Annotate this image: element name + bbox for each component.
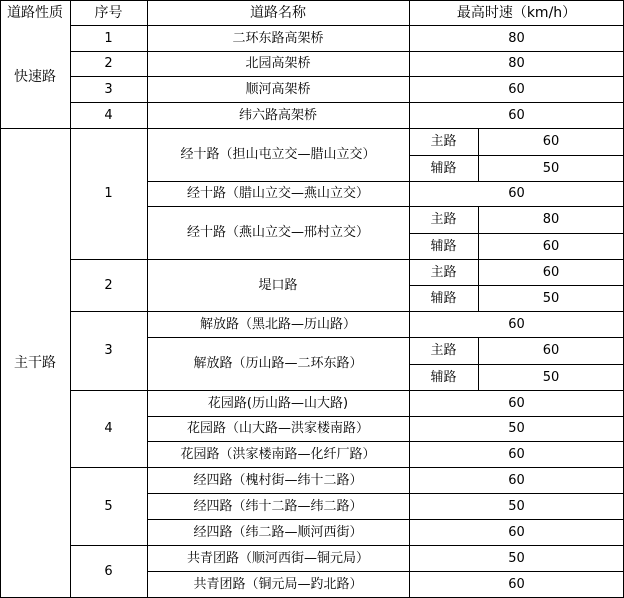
speed-cell: 80 (508, 30, 525, 46)
header-road-name: 道路名称 (250, 4, 306, 21)
speed-cell: 50 (542, 290, 560, 306)
road-name-cell: 解放路（历山路—二环东路） (193, 356, 363, 371)
road-name-cell: 顺河高架桥 (245, 81, 311, 97)
road-name-cell: 经四路（槐村街—纬十二路） (193, 472, 363, 488)
aux-road-label: 辅路 (430, 160, 457, 176)
group-label-expressway: 快速路 (14, 68, 56, 85)
road-name-cell: 花园路（洪家楼南路—化纤厂路） (180, 446, 376, 462)
speed-cell: 50 (508, 421, 525, 436)
speed-cell: 80 (542, 212, 560, 227)
group-label-arterial: 主干路 (14, 355, 56, 371)
speed-cell: 60 (542, 134, 560, 149)
speed-cell: 80 (508, 56, 525, 71)
speed-cell: 60 (508, 186, 525, 201)
seq-cell: 2 (104, 277, 113, 293)
speed-cell: 60 (508, 81, 525, 97)
speed-cell: 50 (542, 160, 560, 176)
road-name-cell: 二环东路高架桥 (232, 30, 324, 46)
road-name-cell: 经十路（腊山立交—燕山立交） (186, 186, 369, 201)
road-name-cell: 经四路（纬十二路—纬二路） (193, 498, 363, 514)
main-road-label: 主路 (430, 264, 457, 280)
aux-road-label: 辅路 (430, 238, 457, 254)
speed-cell: 60 (508, 472, 525, 488)
seq-cell: 4 (104, 421, 113, 436)
road-name-cell: 解放路（黑北路—历山路） (199, 316, 356, 332)
seq-cell: 1 (104, 186, 113, 201)
main-road-label: 主路 (430, 212, 457, 227)
seq-cell: 6 (104, 563, 113, 579)
seq-cell: 5 (104, 498, 113, 514)
speed-cell: 50 (508, 498, 525, 514)
speed-cell: 60 (508, 446, 525, 462)
road-name-cell: 堤口路 (258, 277, 298, 293)
header-max-speed[interactable]: 最高时速（km/h） (456, 4, 577, 21)
road-name-cell: 花园路(历山路—山大路) (207, 395, 349, 411)
speed-cell: 60 (542, 264, 560, 280)
speed-cell: 60 (508, 395, 525, 411)
speed-cell: 60 (542, 343, 560, 358)
seq-cell: 1 (104, 30, 113, 46)
speed-cell: 60 (508, 524, 525, 540)
aux-road-label: 辅路 (430, 369, 457, 385)
main-road-label: 主路 (430, 343, 457, 358)
road-name-cell: 经四路（纬二路—顺河西街） (193, 524, 363, 540)
seq-cell: 3 (104, 343, 113, 358)
speed-cell: 50 (508, 550, 525, 566)
header-seq: 序号 (94, 4, 123, 21)
road-name-cell: 经十路（担山屯立交—腊山立交） (180, 147, 376, 162)
main-road-label: 主路 (430, 134, 457, 149)
aux-road-label: 辅路 (430, 290, 457, 306)
speed-cell: 60 (542, 238, 560, 254)
seq-cell: 3 (104, 81, 113, 97)
speed-cell: 50 (542, 369, 560, 385)
speed-cell: 60 (508, 107, 525, 123)
road-name-cell: 纬六路高架桥 (238, 107, 317, 123)
speed-cell: 60 (508, 576, 525, 592)
road-name-cell: 花园路（山大路—洪家楼南路） (186, 421, 369, 436)
seq-cell: 2 (104, 56, 113, 71)
road-name-cell: 经十路（燕山立交—邢村立交） (186, 225, 369, 240)
road-name-cell: 共青团路（铜元局—趵北路） (193, 576, 363, 592)
seq-cell: 4 (104, 107, 113, 123)
speed-cell: 60 (508, 316, 525, 332)
road-name-cell: 北园高架桥 (245, 56, 311, 71)
road-name-cell: 共青团路（顺河西街—铜元局） (186, 550, 369, 566)
header-road-type: 道路性质 (7, 4, 63, 21)
